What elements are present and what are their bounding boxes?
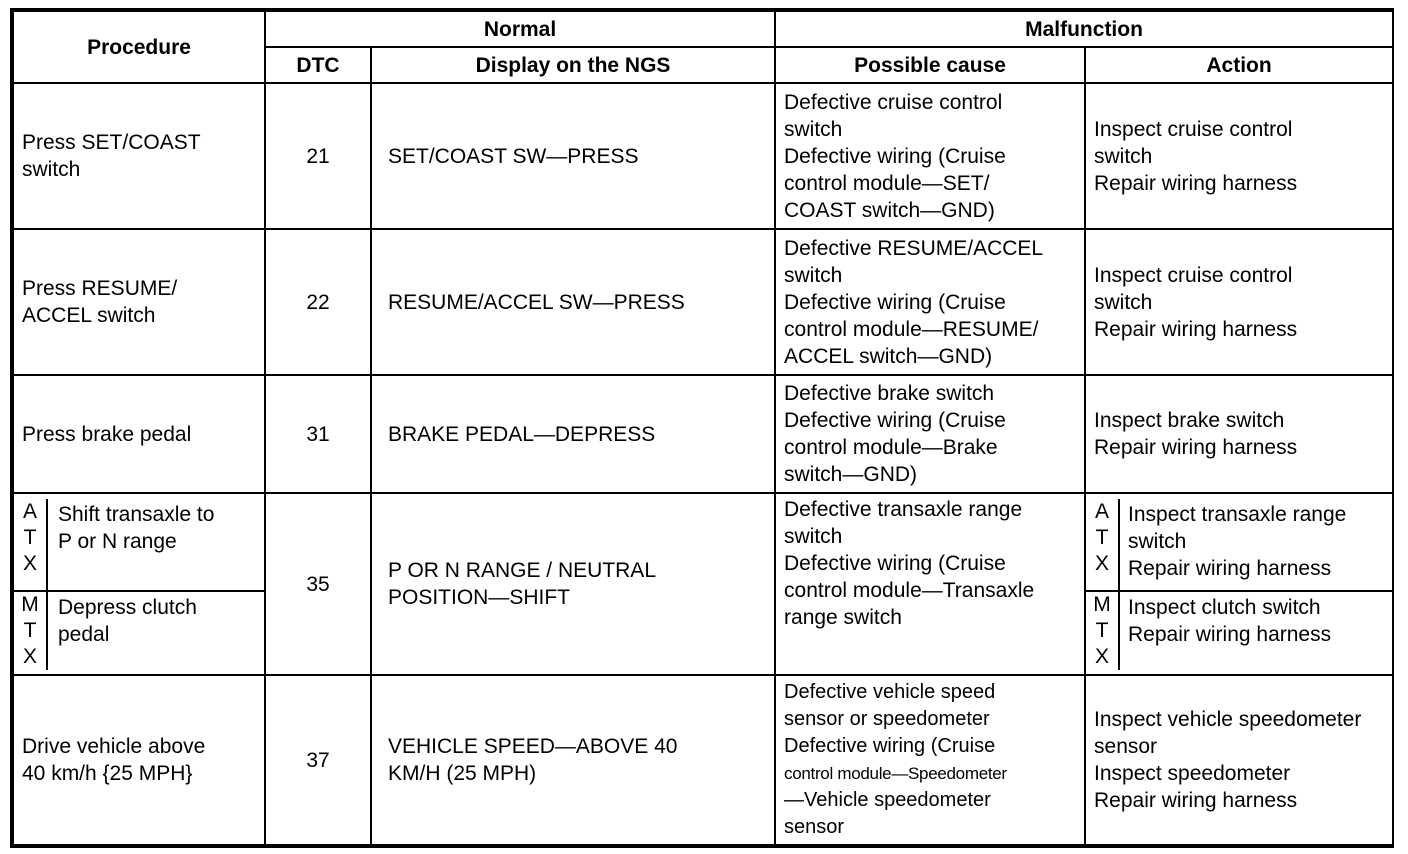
table-row bbox=[13, 675, 1393, 845]
action-cell: Inspect cruise control switch Repair wiring harness bbox=[1085, 229, 1393, 375]
action-cell-split bbox=[1085, 493, 1393, 675]
table-row bbox=[13, 375, 1393, 493]
mtx-label: M T X bbox=[14, 591, 47, 670]
dtc-cell: 21 bbox=[265, 83, 371, 229]
procedure-cell: Press RESUME/ ACCEL switch bbox=[13, 229, 265, 375]
table-row bbox=[13, 83, 1393, 229]
header-action: Action bbox=[1085, 47, 1393, 83]
cause-cell: Defective brake switch Defective wiring (Cruise control module—Brake switch—GND) bbox=[775, 375, 1085, 493]
atx-procedure: Shift transaxle to P or N range bbox=[47, 499, 264, 591]
display-cell: SET/COAST SW—PRESS bbox=[371, 83, 775, 229]
atx-label: A T X bbox=[14, 499, 47, 591]
cause-cell: Defective cruise control switch Defective wiring (Cruise control module—SET/ COAST switch—GND) bbox=[775, 83, 1085, 229]
procedure-cell-split bbox=[13, 493, 265, 675]
dtc-cell: 37 bbox=[265, 675, 371, 845]
cause-cell: Defective transaxle range switch Defective wiring (Cruise control module—Transaxle range switch bbox=[775, 493, 1085, 675]
table-row bbox=[13, 493, 1393, 675]
dtc-procedure-table bbox=[10, 8, 1394, 848]
procedure-cell: Drive vehicle above 40 km/h {25 MPH} bbox=[13, 675, 265, 845]
atx-label: A T X bbox=[1086, 499, 1119, 591]
procedure-cell: Press SET/COAST switch bbox=[13, 83, 265, 229]
display-cell: RESUME/ACCEL SW—PRESS bbox=[371, 229, 775, 375]
cause-cell: Defective vehicle speed sensor or speedometer Defective wiring (Cruise control module—Speedometer —Vehicle speedometer sensor bbox=[775, 675, 1085, 845]
header-malfunction: Malfunction bbox=[775, 11, 1393, 47]
cause-cell: Defective RESUME/ACCEL switch Defective wiring (Cruise control module—RESUME/ ACCEL switch—GND) bbox=[775, 229, 1085, 375]
header-procedure: Procedure bbox=[13, 11, 265, 83]
table-row bbox=[13, 229, 1393, 375]
header-dtc: DTC bbox=[265, 47, 371, 83]
procedure-cell: Press brake pedal bbox=[13, 375, 265, 493]
action-cell: Inspect brake switch Repair wiring harness bbox=[1085, 375, 1393, 493]
header-cause: Possible cause bbox=[775, 47, 1085, 83]
display-cell: BRAKE PEDAL—DEPRESS bbox=[371, 375, 775, 493]
display-cell: P OR N RANGE / NEUTRAL POSITION—SHIFT bbox=[371, 493, 775, 675]
dtc-cell: 22 bbox=[265, 229, 371, 375]
dtc-cell: 35 bbox=[265, 493, 371, 675]
display-cell: VEHICLE SPEED—ABOVE 40 KM/H (25 MPH) bbox=[371, 675, 775, 845]
action-cell: Inspect vehicle speedometer sensor Inspect speedometer Repair wiring harness bbox=[1085, 675, 1393, 845]
mtx-action: Inspect clutch switch Repair wiring harness bbox=[1128, 595, 1332, 646]
action-cell: Inspect cruise control switch Repair wiring harness bbox=[1085, 83, 1393, 229]
dtc-cell: 31 bbox=[265, 375, 371, 493]
mtx-label: M T X bbox=[1086, 591, 1119, 670]
atx-action: Inspect transaxle range switch Repair wiring harness bbox=[1119, 499, 1392, 591]
mtx-procedure: Depress clutch pedal bbox=[58, 595, 197, 646]
header-display: Display on the NGS bbox=[371, 47, 775, 83]
header-normal: Normal bbox=[265, 11, 775, 47]
